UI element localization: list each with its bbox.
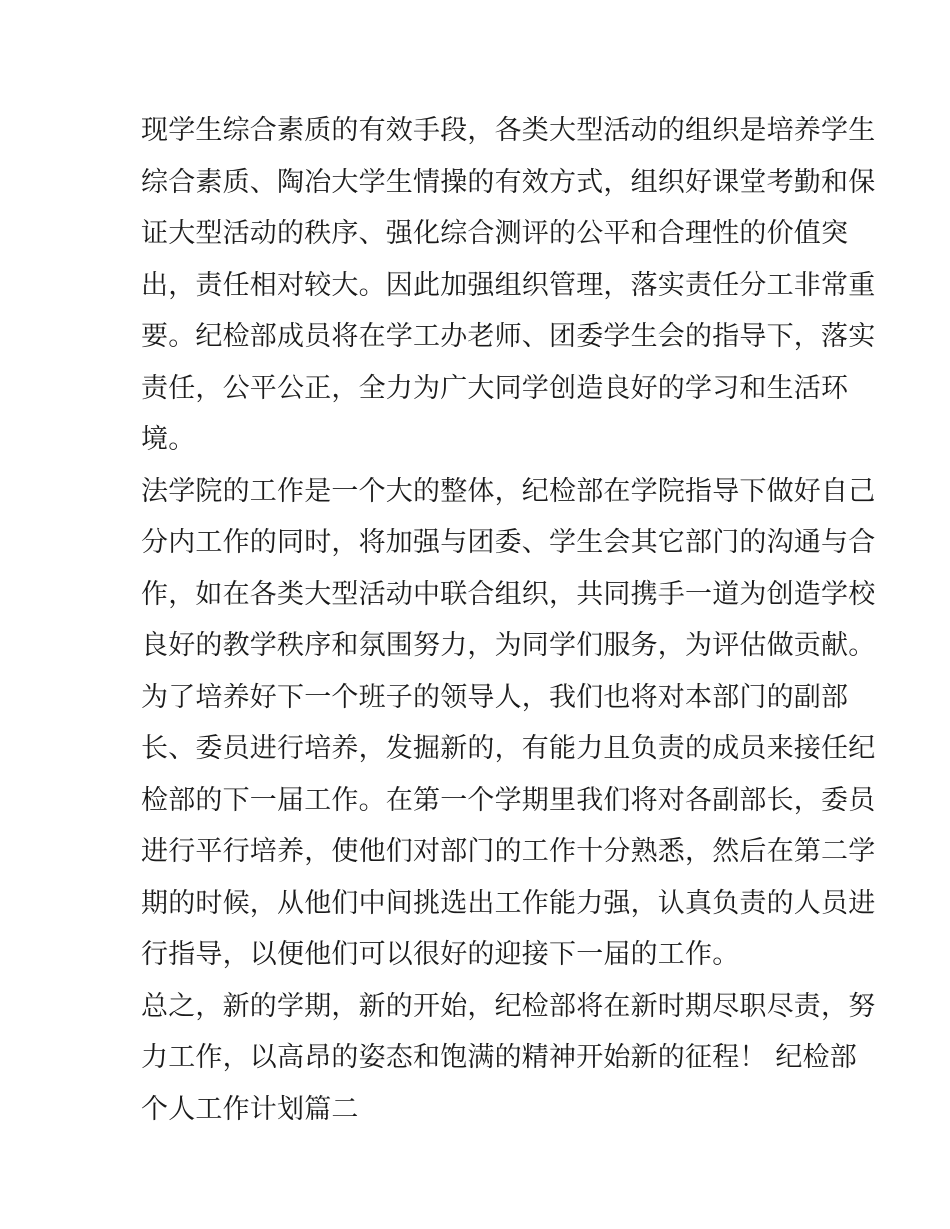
text-line: 证大型活动的秩序、强化综合测评的公平和合理性的价值突 (141, 218, 849, 249)
text-line: 出，责任相对较大。因此加强组织管理，落实责任分工非常重 (141, 269, 876, 301)
document-body (141, 105, 876, 1135)
text-line: 期的时候，从他们中间挑选出工作能力强，认真负责的人员进 (141, 887, 876, 919)
text-line: 进行平行培养，使他们对部门的工作十分熟悉，然后在第二学 (141, 836, 876, 867)
text-line: 作，如在各类大型活动中联合组织，共同携手一道为创造学校 (141, 578, 876, 610)
text-line: 责任，公平公正，全力为广大同学创造良好的学习和生活环 (141, 372, 849, 404)
text-line: 现学生综合素质的有效手段，各类大型活动的组织是培养学生 (141, 115, 876, 146)
text-line: 综合素质、陶冶大学生情操的有效方式，组织好课堂考勤和保 (141, 166, 876, 198)
text-line: 良好的教学秩序和氛围努力，为同学们服务，为评估做贡献。 (141, 630, 876, 661)
text-line: 检部的下一届工作。在第一个学期里我们将对各副部长，委员 (141, 784, 876, 816)
text-line: 要。纪检部成员将在学工办老师、团委学生会的指导下，落实 (141, 321, 876, 352)
text-line: 力工作，以高昂的姿态和饱满的精神开始新的征程！ 纪检部 (141, 1042, 857, 1073)
text-line: 境。 (141, 424, 196, 455)
text-line: 为了培养好下一个班子的领导人，我们也将对本部门的副部 (141, 681, 849, 713)
section-heading: 个人工作计划篇二 (141, 1093, 359, 1125)
text-line: 长、委员进行培养，发掘新的，有能力且负责的成员来接任纪 (141, 733, 876, 764)
text-line: 分内工作的同时，将加强与团委、学生会其它部门的沟通与合 (141, 527, 876, 558)
text-line: 法学院的工作是一个大的整体，纪检部在学院指导下做好自己 (141, 475, 876, 507)
text-line: 总之，新的学期，新的开始，纪检部将在新时期尽职尽责，努 (141, 990, 876, 1022)
text-line: 行指导，以便他们可以很好的迎接下一届的工作。 (141, 939, 740, 970)
